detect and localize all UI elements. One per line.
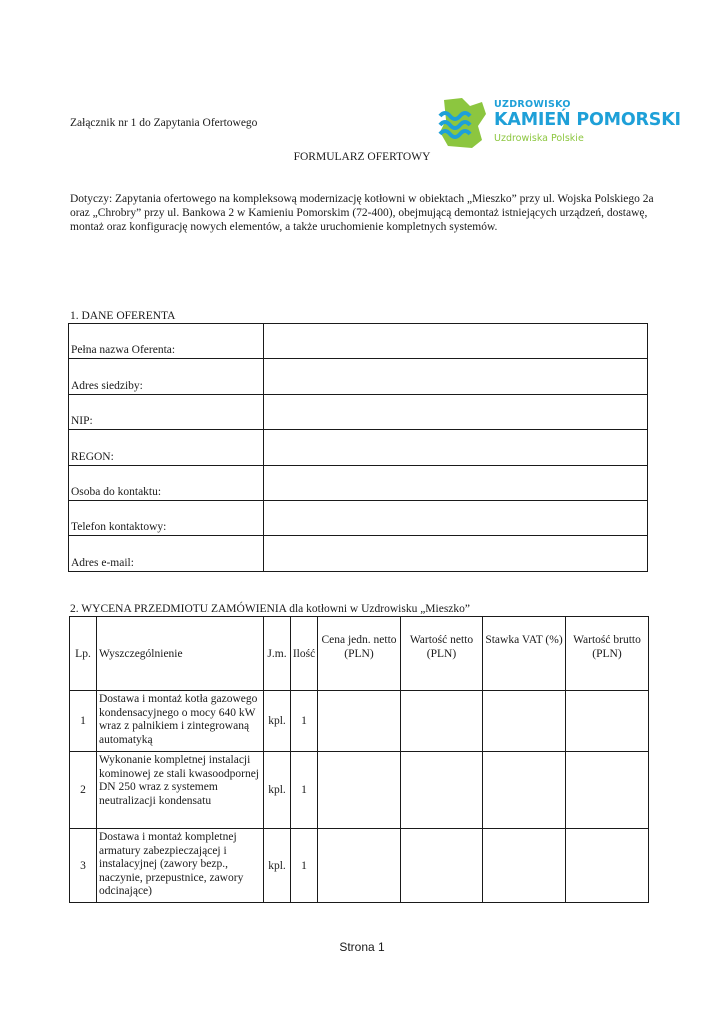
net-value-cell[interactable] — [401, 752, 483, 829]
field-label: Osoba do kontaktu: — [69, 465, 264, 500]
field-label: Adres e-mail: — [69, 536, 264, 571]
col-header-qty: Ilość — [291, 617, 318, 691]
col-header-unit-price: Cena jedn. netto (PLN) — [318, 617, 401, 691]
row-description: Dostawa i montaż kotła gazowego kondensacyjnego o mocy 640 kW wraz z palnikiem i zintegrowaną automatyką — [97, 691, 264, 752]
row-unit: kpl. — [264, 829, 291, 903]
field-value-cell[interactable] — [264, 465, 648, 500]
row-lp: 3 — [70, 829, 97, 903]
net-value-cell[interactable] — [401, 691, 483, 752]
unit-price-cell[interactable] — [318, 691, 401, 752]
field-value-cell[interactable] — [264, 500, 648, 535]
col-header-unit: J.m. — [264, 617, 291, 691]
row-qty: 1 — [291, 691, 318, 752]
table-row — [70, 691, 649, 752]
table-row — [69, 324, 648, 359]
pricing-table — [69, 616, 649, 903]
bidder-data-table — [68, 323, 648, 572]
row-description: Wykonanie kompletnej instalacji kominowej ze stali kwasoodpornej DN 250 wraz z systemem neutralizacji kondensatu — [97, 752, 264, 829]
table-row — [69, 500, 648, 535]
row-qty: 1 — [291, 752, 318, 829]
table-header-row — [70, 617, 649, 691]
gross-value-cell[interactable] — [566, 829, 649, 903]
gross-value-cell[interactable] — [566, 752, 649, 829]
field-label: Adres siedziby: — [69, 359, 264, 394]
field-value-cell[interactable] — [264, 324, 648, 359]
section2-heading: 2. WYCENA PRZEDMIOTU ZAMÓWIENIA dla kotłowni w Uzdrowisku „Mieszko” — [70, 603, 471, 615]
field-label: REGON: — [69, 430, 264, 465]
row-qty: 1 — [291, 829, 318, 903]
net-value-cell[interactable] — [401, 829, 483, 903]
field-label: NIP: — [69, 394, 264, 429]
vat-rate-cell[interactable] — [483, 691, 566, 752]
company-logo — [436, 96, 681, 152]
table-row — [69, 536, 648, 571]
col-header-lp: Lp. — [70, 617, 97, 691]
col-header-vat-rate: Stawka VAT (%) — [483, 617, 566, 691]
attachment-note: Załącznik nr 1 do Zapytania Ofertowego — [70, 117, 258, 129]
section1-heading: 1. DANE OFERENTA — [70, 310, 176, 322]
logo-line-1: UZDROWISKO — [494, 99, 571, 110]
row-unit: kpl. — [264, 691, 291, 752]
logo-line-3: Uzdrowiska Polskie — [494, 133, 584, 144]
logo-line-2: KAMIEŃ POMORSKI — [494, 110, 681, 130]
table-row — [70, 752, 649, 829]
vat-rate-cell[interactable] — [483, 829, 566, 903]
col-header-description: Wyszczególnienie — [97, 617, 264, 691]
waves-logo-icon — [436, 96, 494, 152]
field-value-cell[interactable] — [264, 430, 648, 465]
field-label: Pełna nazwa Oferenta: — [69, 324, 264, 359]
table-row — [69, 430, 648, 465]
col-header-net-value: Wartość netto (PLN) — [401, 617, 483, 691]
unit-price-cell[interactable] — [318, 752, 401, 829]
row-unit: kpl. — [264, 752, 291, 829]
table-row — [69, 465, 648, 500]
row-lp: 2 — [70, 752, 97, 829]
row-lp: 1 — [70, 691, 97, 752]
table-row — [69, 394, 648, 429]
field-value-cell[interactable] — [264, 394, 648, 429]
concerns-paragraph: Dotyczy: Zapytania ofertowego na kompleksową modernizację kotłowni w obiektach „Mieszko” przy ul. Wojska Polskiego 2a oraz „Chrobry” przy ul. Bankowa 2 w Kamieniu Pomorskim (72-400), obejmującą demontaż istniejących urządzeń, dostawę, montaż oraz konfigurację nowych elementów, a także uruchomienie kompletnych systemów. — [70, 193, 654, 233]
unit-price-cell[interactable] — [318, 829, 401, 903]
row-description: Dostawa i montaż kompletnej armatury zabezpieczającej i instalacyjnej (zawory bezp., naczynie, przepustnice, zawory odcinające) — [97, 829, 264, 903]
form-title: FORMULARZ OFERTOWY — [293, 151, 431, 163]
col-header-gross-value: Wartość brutto (PLN) — [566, 617, 649, 691]
gross-value-cell[interactable] — [566, 691, 649, 752]
field-label: Telefon kontaktowy: — [69, 500, 264, 535]
field-value-cell[interactable] — [264, 536, 648, 571]
table-row — [70, 829, 649, 903]
field-value-cell[interactable] — [264, 359, 648, 394]
table-row — [69, 359, 648, 394]
vat-rate-cell[interactable] — [483, 752, 566, 829]
page-number: Strona 1 — [339, 940, 385, 954]
